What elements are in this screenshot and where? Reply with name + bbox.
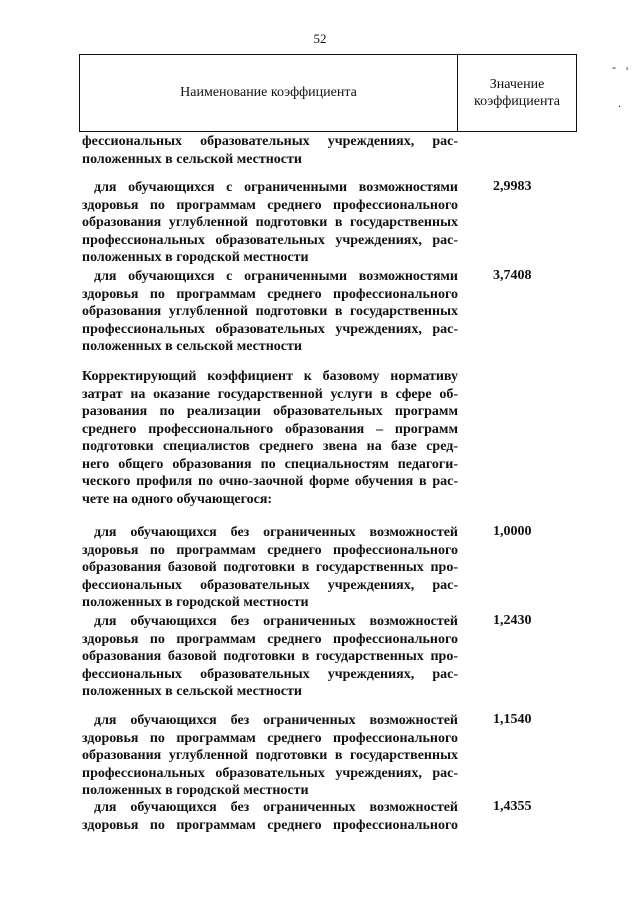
coefficient-value: 2,9983 [493,179,532,194]
row-text-line: для обучающихся с ограниченными возможностями [94,180,458,195]
row-text-line: положенных в городской местности [82,595,309,610]
row-text-line: среднего профессионального образования – программ [82,421,458,437]
row-text-line: здоровья по программам среднего профессионального [82,817,458,833]
row-text-line: профессиональных образовательных учреждениях, рас- [82,321,458,337]
row-text-line: него общего образования по специальностям педагоги- [82,456,458,472]
table-row [82,133,458,168]
row-text-line: затрат на оказание государственной услуги в сфере об- [82,386,458,402]
row-text-line: положенных в городской местности [82,250,309,265]
row-text-line: ческого профиля по очно-заочной форме обучения в рас- [82,474,458,489]
column-header-value [458,55,576,131]
row-text-line: фессиональных образовательных учреждениях, рас- [82,666,458,682]
table-row [82,712,458,800]
row-text-line: для обучающихся без ограниченных возможностей [94,713,458,728]
table-row [82,799,458,834]
row-text-line: для обучающихся с ограниченными возможностями [94,269,458,284]
table-row [82,268,458,356]
coefficient-value: 1,1540 [493,712,532,727]
stray-mark: ' [626,64,629,78]
row-text-line: здоровья по программам среднего профессионального [82,542,458,558]
row-text-line: профессиональных образовательных учреждениях, рас- [82,232,458,248]
row-text-line: образования базовой подготовки в государственных про- [82,649,458,664]
table-header [79,54,577,132]
row-text-line: здоровья по программам среднего профессионального [82,730,458,746]
row-text-line: фессиональных образовательных учреждениях, рас- [82,577,458,593]
row-text-line: Корректирующий коэффициент к базовому нормативу [82,369,458,384]
table-row [82,368,458,508]
coefficient-value: 1,0000 [493,524,532,539]
stray-mark: . [618,96,621,110]
row-text-line: положенных в сельской местности [82,151,302,167]
row-text-line: разования по реализации образовательных программ [82,404,458,419]
row-text-line: чете на одного обучающегося: [82,491,273,507]
row-text-line: подготовки специалистов среднего звена на базе сред- [82,439,458,454]
row-text-line: образования углубленной подготовки в государственных [82,304,458,319]
table-row [82,179,458,267]
coefficient-value: 1,2430 [493,613,532,628]
table-row [82,613,458,701]
coefficient-value: 3,7408 [493,268,532,283]
row-text-line: положенных в сельской местности [82,684,302,699]
row-text-line: для обучающихся без ограниченных возможностей [94,614,458,629]
row-text-line: образования углубленной подготовки в государственных [82,215,458,230]
row-text-line: фессиональных образовательных учреждениях, рас- [82,134,458,149]
stray-mark: - [612,60,616,74]
row-text-line: образования базовой подготовки в государственных про- [82,560,458,575]
row-text-line: здоровья по программам среднего профессионального [82,631,458,647]
page-number: 52 [313,31,327,46]
table-row [82,524,458,612]
row-text-line: профессиональных образовательных учреждениях, рас- [82,765,458,781]
row-text-line: для обучающихся без ограниченных возможностей [94,525,458,540]
row-text-line: здоровья по программам среднего профессионального [82,197,458,213]
coefficient-value: 1,4355 [493,799,532,814]
row-text-line: образования углубленной подготовки в государственных [82,748,458,763]
row-text-line: для обучающихся без ограниченных возможностей [94,800,458,815]
row-text-line: здоровья по программам среднего профессионального [82,286,458,302]
row-text-line: положенных в сельской местности [82,339,302,354]
column-header-value-line: коэффициента [474,94,560,109]
row-text-line: положенных в городской местности [82,783,309,798]
column-header-name: Наименование коэффициента [180,85,357,100]
column-header-value-line: Значение [489,77,545,92]
